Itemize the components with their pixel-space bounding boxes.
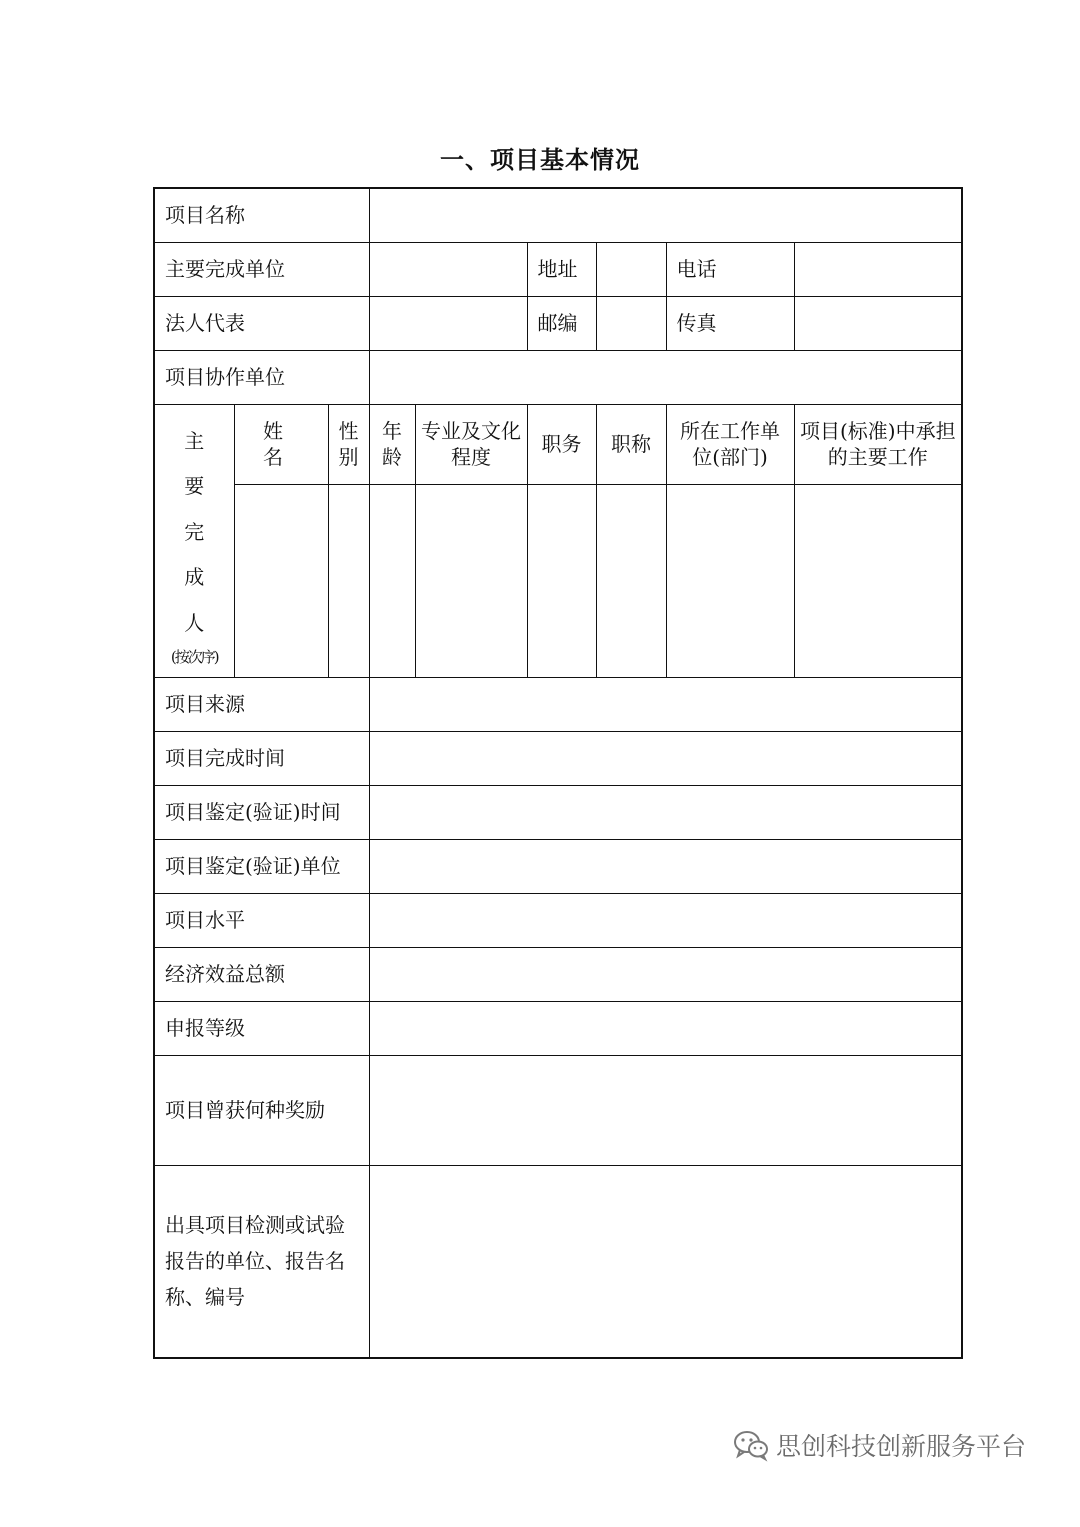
label-address: 地址 <box>527 242 596 296</box>
col-header-workplace: 所在工作单位(部门) <box>666 404 794 484</box>
watermark-text: 思创科技创新服务平台 <box>776 1432 1027 1461</box>
field-project-level[interactable] <box>369 893 962 947</box>
field-completion-time[interactable] <box>369 731 962 785</box>
label-legal-rep: 法人代表 <box>154 296 369 350</box>
label-test-report: 出具项目检测或试验报告的单位、报告名称、编号 <box>154 1165 369 1358</box>
col-header-age: 年龄 <box>369 404 415 484</box>
field-appraisal-unit[interactable] <box>369 839 962 893</box>
side-char: 完 <box>184 519 205 544</box>
label-application-grade: 申报等级 <box>154 1001 369 1055</box>
col-header-major: 专业及文化程度 <box>415 404 527 484</box>
field-legal-rep[interactable] <box>369 296 527 350</box>
field-person-gender[interactable] <box>328 484 369 677</box>
field-person-major[interactable] <box>415 484 527 677</box>
field-person-position[interactable] <box>527 484 596 677</box>
label-main-unit: 主要完成单位 <box>154 242 369 296</box>
field-economic-benefit[interactable] <box>369 947 962 1001</box>
label-project-level: 项目水平 <box>154 893 369 947</box>
side-note: (按次序) <box>170 648 218 666</box>
field-phone[interactable] <box>794 242 962 296</box>
page-title: 一、项目基本情况 <box>440 146 640 174</box>
label-appraisal-time: 项目鉴定(验证)时间 <box>154 785 369 839</box>
col-header-position: 职务 <box>527 404 596 484</box>
project-info-table <box>153 187 963 1359</box>
field-fax[interactable] <box>794 296 962 350</box>
wechat-icon <box>732 1428 770 1462</box>
field-awards[interactable] <box>369 1055 962 1165</box>
field-postcode[interactable] <box>596 296 666 350</box>
field-person-title[interactable] <box>596 484 666 677</box>
label-economic-benefit: 经济效益总额 <box>154 947 369 1001</box>
label-project-name: 项目名称 <box>154 188 369 242</box>
col-header-title: 职称 <box>596 404 666 484</box>
field-project-source[interactable] <box>369 677 962 731</box>
side-char: 主 <box>184 428 205 453</box>
label-coop-unit: 项目协作单位 <box>154 350 369 404</box>
field-person-workplace[interactable] <box>666 484 794 677</box>
field-application-grade[interactable] <box>369 1001 962 1055</box>
field-main-unit[interactable] <box>369 242 527 296</box>
side-char: 要 <box>184 474 205 498</box>
field-address[interactable] <box>596 242 666 296</box>
label-project-source: 项目来源 <box>154 677 369 731</box>
label-postcode: 邮编 <box>527 296 596 350</box>
label-awards: 项目曾获何种奖励 <box>154 1055 369 1165</box>
side-char: 成 <box>184 565 205 589</box>
label-completion-time: 项目完成时间 <box>154 731 369 785</box>
field-project-name[interactable] <box>369 188 962 242</box>
field-person-name[interactable] <box>234 484 328 677</box>
label-fax: 传真 <box>666 296 794 350</box>
side-char: 人 <box>184 610 205 635</box>
watermark <box>732 1425 1026 1465</box>
label-appraisal-unit: 项目鉴定(验证)单位 <box>154 839 369 893</box>
field-test-report[interactable] <box>369 1165 962 1358</box>
col-header-gender: 性别 <box>328 404 369 484</box>
field-person-role[interactable] <box>794 484 962 677</box>
field-person-age[interactable] <box>369 484 415 677</box>
field-appraisal-time[interactable] <box>369 785 962 839</box>
label-phone: 电话 <box>666 242 794 296</box>
col-header-name: 姓 名 <box>234 404 328 484</box>
persons-side-label <box>154 404 234 677</box>
col-header-role: 项目(标准)中承担的主要工作 <box>794 404 962 484</box>
field-coop-unit[interactable] <box>369 350 962 404</box>
